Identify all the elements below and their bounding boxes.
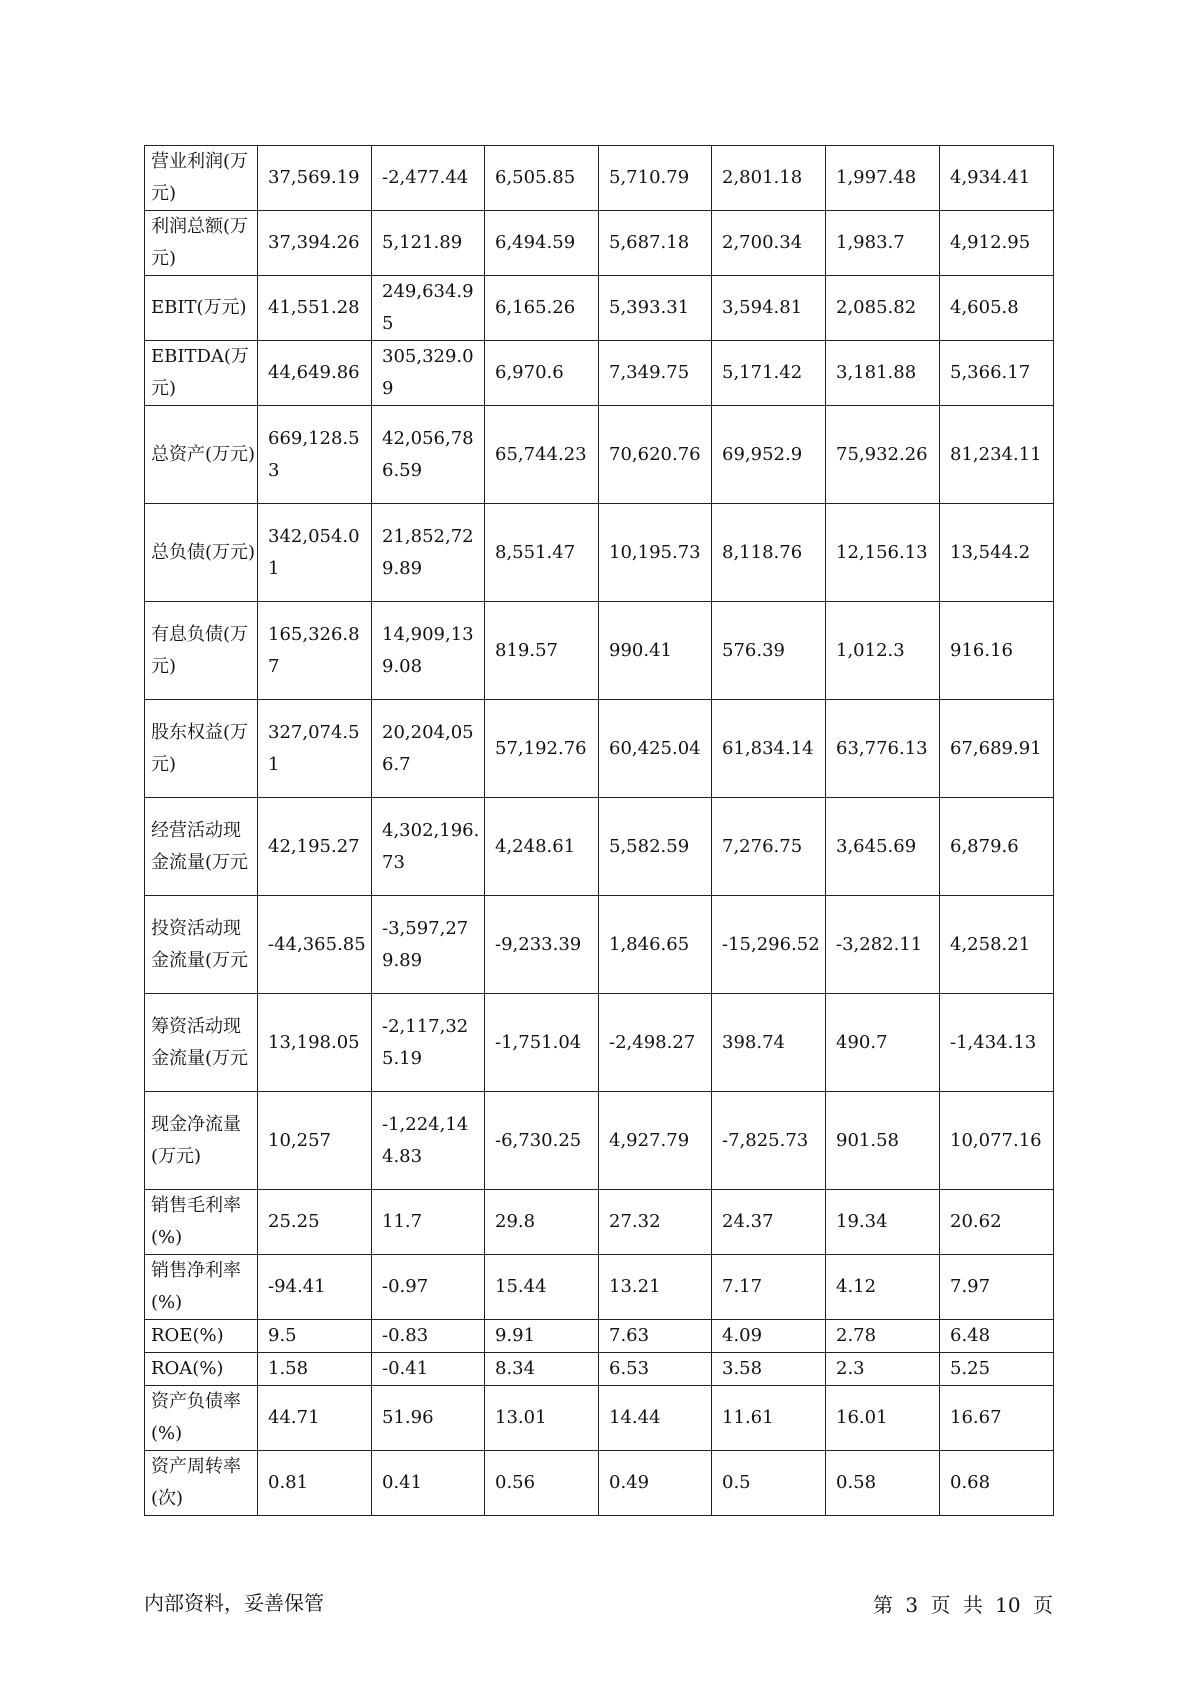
table-cell: 1.58 [258, 1353, 372, 1386]
table-cell: 13.01 [485, 1386, 599, 1451]
table-row [145, 1190, 1054, 1255]
table-row [145, 1386, 1054, 1451]
table-cell: 5,171.42 [712, 341, 826, 406]
table-cell: 44.71 [258, 1386, 372, 1451]
table-cell: 9.5 [258, 1320, 372, 1353]
table-row [145, 341, 1054, 406]
table-cell: 3.58 [712, 1353, 826, 1386]
table-cell: 11.7 [372, 1190, 485, 1255]
table-cell: 6,505.85 [485, 146, 599, 211]
table-cell: 2.78 [826, 1320, 940, 1353]
table-cell: 327,074.51 [258, 700, 372, 798]
table-cell: 25.25 [258, 1190, 372, 1255]
table-cell: 7.63 [599, 1320, 712, 1353]
row-label: 总资产(万元) [145, 406, 258, 504]
table-cell: 7.17 [712, 1255, 826, 1320]
table-row [145, 1353, 1054, 1386]
table-cell: 1,012.3 [826, 602, 940, 700]
table-cell: 305,329.09 [372, 341, 485, 406]
table-cell: 14,909,139.08 [372, 602, 485, 700]
table-cell: 0.58 [826, 1451, 940, 1516]
table-cell: 490.7 [826, 994, 940, 1092]
row-label: EBITDA(万元) [145, 341, 258, 406]
table-cell: 10,195.73 [599, 504, 712, 602]
table-cell: 13,544.2 [940, 504, 1054, 602]
row-label: ROE(%) [145, 1320, 258, 1353]
table-cell: 6.53 [599, 1353, 712, 1386]
table-cell: 9.91 [485, 1320, 599, 1353]
table-cell: 0.49 [599, 1451, 712, 1516]
table-cell: 2.3 [826, 1353, 940, 1386]
table-cell: 0.5 [712, 1451, 826, 1516]
table-cell: 5,121.89 [372, 211, 485, 276]
table-cell: 13.21 [599, 1255, 712, 1320]
table-cell: -94.41 [258, 1255, 372, 1320]
table-cell: 2,700.34 [712, 211, 826, 276]
table-cell: 4,912.95 [940, 211, 1054, 276]
table-cell: 0.81 [258, 1451, 372, 1516]
table-cell: 19.34 [826, 1190, 940, 1255]
table-cell: -7,825.73 [712, 1092, 826, 1190]
table-cell: 990.41 [599, 602, 712, 700]
table-cell: 4,302,196.73 [372, 798, 485, 896]
table-cell: 3,645.69 [826, 798, 940, 896]
table-cell: 37,394.26 [258, 211, 372, 276]
table-cell: 10,077.16 [940, 1092, 1054, 1190]
table-cell: 20,204,056.7 [372, 700, 485, 798]
table-row [145, 602, 1054, 700]
table-row [145, 1255, 1054, 1320]
table-cell: 24.37 [712, 1190, 826, 1255]
table-cell: 1,997.48 [826, 146, 940, 211]
table-cell: 6,165.26 [485, 276, 599, 341]
table-cell: -2,498.27 [599, 994, 712, 1092]
table-cell: 20.62 [940, 1190, 1054, 1255]
table-cell: 7,349.75 [599, 341, 712, 406]
row-label: 利润总额(万元) [145, 211, 258, 276]
row-label: 筹资活动现金流量(万元 [145, 994, 258, 1092]
table-cell: 37,569.19 [258, 146, 372, 211]
table-cell: 342,054.01 [258, 504, 372, 602]
table-cell: 0.56 [485, 1451, 599, 1516]
table-cell: -2,117,325.19 [372, 994, 485, 1092]
table-cell: 5,393.31 [599, 276, 712, 341]
table-cell: -15,296.52 [712, 896, 826, 994]
table-cell: 6,494.59 [485, 211, 599, 276]
table-cell: 69,952.9 [712, 406, 826, 504]
table-cell: 2,801.18 [712, 146, 826, 211]
table-cell: 14.44 [599, 1386, 712, 1451]
table-cell: -0.83 [372, 1320, 485, 1353]
table-cell: 16.01 [826, 1386, 940, 1451]
row-label: 投资活动现金流量(万元 [145, 896, 258, 994]
table-cell: 576.39 [712, 602, 826, 700]
table-cell: 3,181.88 [826, 341, 940, 406]
table-cell: 398.74 [712, 994, 826, 1092]
table-cell: 916.16 [940, 602, 1054, 700]
row-label: 资产负债率(%) [145, 1386, 258, 1451]
table-cell: 81,234.11 [940, 406, 1054, 504]
row-label: 资产周转率(次) [145, 1451, 258, 1516]
table-cell: 4,258.21 [940, 896, 1054, 994]
table-row [145, 146, 1054, 211]
table-cell: 5,582.59 [599, 798, 712, 896]
table-cell: 16.67 [940, 1386, 1054, 1451]
financial-table [144, 145, 1054, 1516]
financial-table-body [145, 146, 1054, 1516]
table-cell: 6.48 [940, 1320, 1054, 1353]
table-cell: 4,248.61 [485, 798, 599, 896]
footer-confidential-note: 内部资料，妥善保管 [144, 1591, 324, 1615]
table-row [145, 276, 1054, 341]
table-cell: 819.57 [485, 602, 599, 700]
table-cell: -1,224,144.83 [372, 1092, 485, 1190]
table-row [145, 798, 1054, 896]
table-cell: 41,551.28 [258, 276, 372, 341]
table-cell: 5.25 [940, 1353, 1054, 1386]
table-cell: -1,434.13 [940, 994, 1054, 1092]
row-label: 销售净利率(%) [145, 1255, 258, 1320]
table-cell: -0.97 [372, 1255, 485, 1320]
table-cell: 6,879.6 [940, 798, 1054, 896]
table-cell: 13,198.05 [258, 994, 372, 1092]
table-cell: 67,689.91 [940, 700, 1054, 798]
table-cell: 70,620.76 [599, 406, 712, 504]
table-cell: 2,085.82 [826, 276, 940, 341]
table-cell: 4,934.41 [940, 146, 1054, 211]
table-row [145, 1320, 1054, 1353]
table-cell: 60,425.04 [599, 700, 712, 798]
table-cell: 4.12 [826, 1255, 940, 1320]
table-cell: 4.09 [712, 1320, 826, 1353]
table-cell: 42,056,786.59 [372, 406, 485, 504]
table-row [145, 700, 1054, 798]
row-label: 现金净流量(万元) [145, 1092, 258, 1190]
table-cell: 1,983.7 [826, 211, 940, 276]
table-cell: 10,257 [258, 1092, 372, 1190]
table-row [145, 994, 1054, 1092]
row-label: 经营活动现金流量(万元 [145, 798, 258, 896]
table-cell: 3,594.81 [712, 276, 826, 341]
table-cell: -2,477.44 [372, 146, 485, 211]
table-cell: -6,730.25 [485, 1092, 599, 1190]
table-cell: 6,970.6 [485, 341, 599, 406]
table-cell: 4,927.79 [599, 1092, 712, 1190]
table-cell: 15.44 [485, 1255, 599, 1320]
table-cell: -3,597,279.89 [372, 896, 485, 994]
table-cell: -3,282.11 [826, 896, 940, 994]
table-row [145, 1451, 1054, 1516]
row-label: 有息负债(万元) [145, 602, 258, 700]
table-cell: 5,710.79 [599, 146, 712, 211]
table-cell: 4,605.8 [940, 276, 1054, 341]
table-cell: 5,687.18 [599, 211, 712, 276]
table-cell: -44,365.85 [258, 896, 372, 994]
table-row [145, 504, 1054, 602]
table-cell: 75,932.26 [826, 406, 940, 504]
table-cell: 7.97 [940, 1255, 1054, 1320]
table-cell: 63,776.13 [826, 700, 940, 798]
table-cell: 7,276.75 [712, 798, 826, 896]
row-label: ROA(%) [145, 1353, 258, 1386]
row-label: 销售毛利率(%) [145, 1190, 258, 1255]
table-row [145, 896, 1054, 994]
table-cell: 8,551.47 [485, 504, 599, 602]
table-cell: 12,156.13 [826, 504, 940, 602]
table-cell: -1,751.04 [485, 994, 599, 1092]
table-cell: 249,634.95 [372, 276, 485, 341]
table-row [145, 1092, 1054, 1190]
table-cell: 44,649.86 [258, 341, 372, 406]
row-label: 营业利润(万元) [145, 146, 258, 211]
row-label: 总负债(万元) [145, 504, 258, 602]
table-cell: -9,233.39 [485, 896, 599, 994]
table-cell: -0.41 [372, 1353, 485, 1386]
table-cell: 0.41 [372, 1451, 485, 1516]
table-cell: 11.61 [712, 1386, 826, 1451]
table-cell: 42,195.27 [258, 798, 372, 896]
footer-page-number: 第 3 页 共 10 页 [873, 1593, 1053, 1617]
table-cell: 57,192.76 [485, 700, 599, 798]
table-cell: 669,128.53 [258, 406, 372, 504]
table-cell: 8,118.76 [712, 504, 826, 602]
table-cell: 8.34 [485, 1353, 599, 1386]
table-cell: 0.68 [940, 1451, 1054, 1516]
table-cell: 61,834.14 [712, 700, 826, 798]
table-cell: 1,846.65 [599, 896, 712, 994]
table-row [145, 406, 1054, 504]
table-cell: 27.32 [599, 1190, 712, 1255]
table-cell: 65,744.23 [485, 406, 599, 504]
table-cell: 901.58 [826, 1092, 940, 1190]
table-cell: 165,326.87 [258, 602, 372, 700]
table-row [145, 211, 1054, 276]
table-cell: 51.96 [372, 1386, 485, 1451]
row-label: EBIT(万元) [145, 276, 258, 341]
row-label: 股东权益(万元) [145, 700, 258, 798]
table-cell: 21,852,729.89 [372, 504, 485, 602]
table-cell: 29.8 [485, 1190, 599, 1255]
table-cell: 5,366.17 [940, 341, 1054, 406]
